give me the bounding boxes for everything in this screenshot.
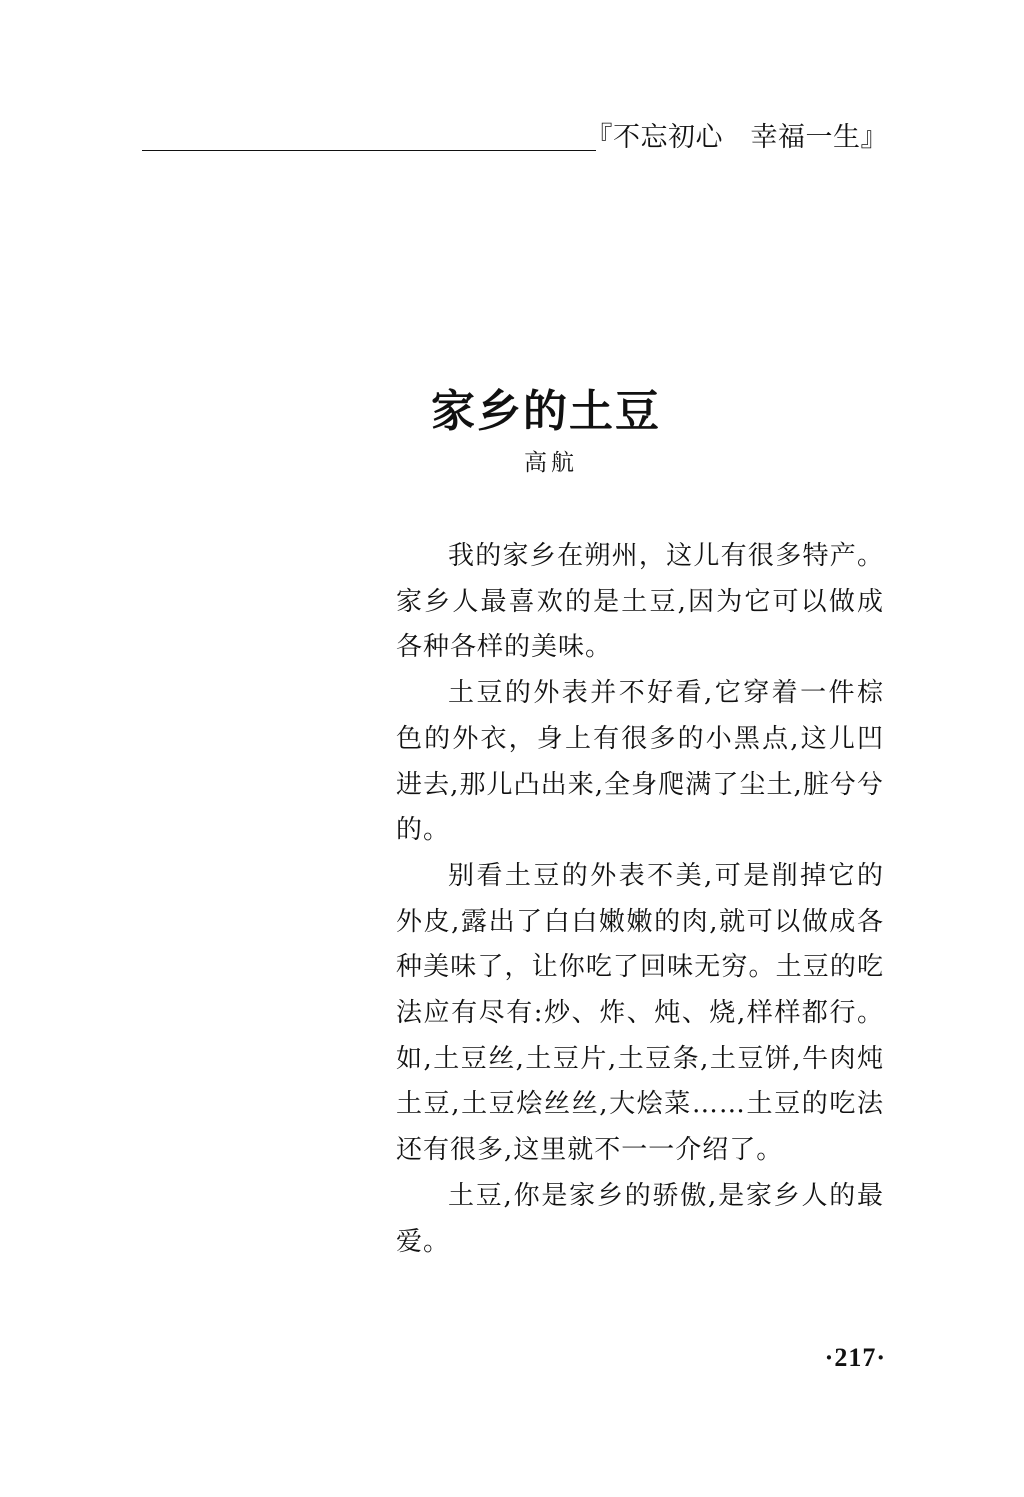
article-author: 高航: [524, 450, 578, 476]
header-rule: [142, 150, 596, 151]
paragraph-2: 土豆的外表并不好看,它穿着一件棕色的外衣，身上有很多的小黑点,这儿凹进去,那儿凸出来,全身爬满了尘土,脏兮兮的。: [396, 678, 884, 846]
article-body: [396, 534, 884, 1265]
paragraph-3: 别看土豆的外表不美,可是削掉它的外皮,露出了白白嫩嫩的肉,就可以做成各种美味了，让你吃了回味无穷。土豆的吃法应有尽有:炒、炸、炖、烧,样样都行。如,土豆丝,土豆片,土豆条,土豆饼,牛肉炖土豆,土豆烩丝丝,大烩菜……土豆的吃法还有很多,这里就不一一介绍了。: [396, 860, 884, 1166]
article-title: 家乡的土豆: [431, 386, 661, 437]
paragraph-1: 我的家乡在朔州，这儿有很多特产。家乡人最喜欢的是土豆,因为它可以做成各种各样的美味。: [396, 541, 884, 663]
page-number: ·217·: [824, 1343, 886, 1372]
running-header-title: 『不忘初心 幸福一生』: [585, 122, 888, 153]
paragraph-4: 土豆,你是家乡的骄傲,是家乡人的最爱。: [396, 1180, 884, 1257]
